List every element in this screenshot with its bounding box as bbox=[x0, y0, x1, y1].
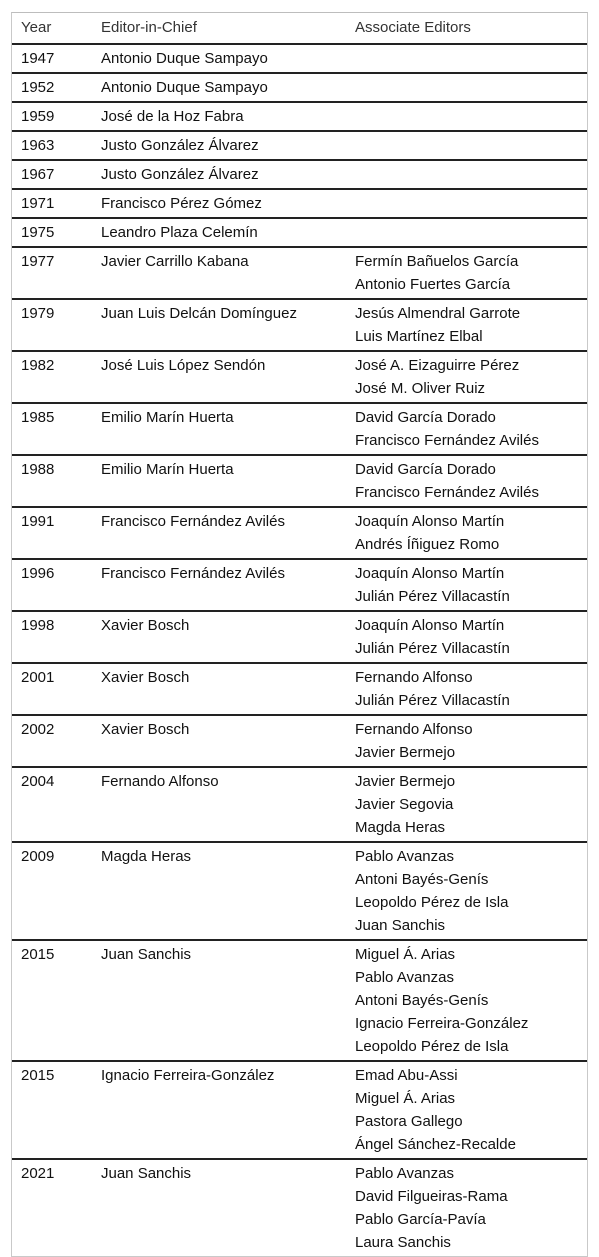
table-row bbox=[12, 456, 587, 508]
editor-in-chief-cell: Xavier Bosch bbox=[101, 721, 190, 738]
associate-editors-cell bbox=[346, 163, 587, 186]
associate-editor-name: Julián Pérez Villacastín bbox=[355, 640, 510, 657]
year-cell: 1952 bbox=[21, 79, 55, 96]
year-cell: 1996 bbox=[21, 565, 55, 582]
associate-editor-name: Antoni Bayés-Genís bbox=[355, 871, 489, 888]
editor-in-chief-cell: José de la Hoz Fabra bbox=[101, 108, 244, 125]
associate-editor-name: Pablo García-Pavía bbox=[355, 1211, 486, 1228]
editor-in-chief-cell: Leandro Plaza Celemín bbox=[101, 224, 258, 241]
table-row bbox=[12, 103, 587, 132]
editor-in-chief-cell: Emilio Marín Huerta bbox=[101, 461, 234, 478]
associate-editor-name: José A. Eizaguirre Pérez bbox=[355, 357, 520, 374]
year-cell: 1982 bbox=[21, 357, 55, 374]
associate-editor-name: Julián Pérez Villacastín bbox=[355, 588, 510, 605]
table-row bbox=[12, 352, 587, 404]
table-row bbox=[12, 132, 587, 161]
year-cell: 1991 bbox=[21, 513, 55, 530]
year-cell: 2001 bbox=[21, 669, 55, 686]
year-cell: 2004 bbox=[21, 773, 55, 790]
table-row bbox=[12, 190, 587, 219]
associate-editor-name: Joaquín Alonso Martín bbox=[355, 565, 505, 582]
associate-editor-name: Pablo Avanzas bbox=[355, 1165, 454, 1182]
year-cell: 2021 bbox=[21, 1165, 55, 1182]
associate-editors-cell bbox=[346, 845, 587, 937]
table-row bbox=[12, 45, 587, 74]
associate-editor-name: Miguel Á. Arias bbox=[355, 946, 456, 963]
associate-editor-name: Jesús Almendral Garrote bbox=[355, 305, 521, 322]
header-year: Year bbox=[21, 19, 52, 36]
associate-editors-cell bbox=[346, 221, 587, 244]
associate-editor-name: Miguel Á. Arias bbox=[355, 1090, 456, 1107]
year-cell: 1959 bbox=[21, 108, 55, 125]
editor-in-chief-cell: Fernando Alfonso bbox=[101, 773, 219, 790]
header-associate-editors: Associate Editors bbox=[355, 19, 471, 36]
associate-editors-cell bbox=[346, 458, 587, 504]
associate-editor-name: Francisco Fernández Avilés bbox=[355, 432, 539, 449]
editor-in-chief-cell: Francisco Fernández Avilés bbox=[101, 565, 285, 582]
associate-editor-name: Javier Segovia bbox=[355, 796, 454, 813]
editor-in-chief-cell: Juan Sanchis bbox=[101, 946, 192, 963]
associate-editor-name: Magda Heras bbox=[355, 819, 446, 836]
year-cell: 2015 bbox=[21, 946, 55, 963]
table-row bbox=[12, 716, 587, 768]
associate-editor-name: José M. Oliver Ruiz bbox=[355, 380, 486, 397]
table-row bbox=[12, 612, 587, 664]
table-row bbox=[12, 664, 587, 716]
year-cell: 1947 bbox=[21, 50, 55, 67]
editor-in-chief-cell: Xavier Bosch bbox=[101, 617, 190, 634]
associate-editor-name: Pastora Gallego bbox=[355, 1113, 463, 1130]
associate-editors-cell bbox=[346, 105, 587, 128]
editor-in-chief-cell: José Luis López Sendón bbox=[101, 357, 266, 374]
associate-editors-cell bbox=[346, 1162, 587, 1254]
year-cell: 2015 bbox=[21, 1067, 55, 1084]
year-cell: 1979 bbox=[21, 305, 55, 322]
year-cell: 1971 bbox=[21, 195, 55, 212]
table-row bbox=[12, 404, 587, 456]
associate-editors-cell bbox=[346, 770, 587, 839]
associate-editor-name: David García Dorado bbox=[355, 409, 496, 426]
associate-editor-name: Antonio Fuertes García bbox=[355, 276, 511, 293]
associate-editor-name: Ignacio Ferreira-González bbox=[355, 1015, 529, 1032]
associate-editor-name: Fermín Bañuelos García bbox=[355, 253, 519, 270]
associate-editor-name: Emad Abu-Assi bbox=[355, 1067, 458, 1084]
associate-editor-name: David Filgueiras-Rama bbox=[355, 1188, 508, 1205]
year-cell: 1977 bbox=[21, 253, 55, 270]
editor-in-chief-cell: Xavier Bosch bbox=[101, 669, 190, 686]
associate-editor-name: Pablo Avanzas bbox=[355, 848, 454, 865]
editor-in-chief-cell: Juan Luis Delcán Domínguez bbox=[101, 305, 297, 322]
table-row bbox=[12, 219, 587, 248]
editors-table bbox=[11, 12, 588, 1257]
associate-editor-name: Juan Sanchis bbox=[355, 917, 446, 934]
editor-in-chief-cell: Francisco Fernández Avilés bbox=[101, 513, 285, 530]
editor-in-chief-cell: Emilio Marín Huerta bbox=[101, 409, 234, 426]
table-header bbox=[12, 13, 587, 45]
associate-editors-cell bbox=[346, 47, 587, 70]
editor-in-chief-cell: Juan Sanchis bbox=[101, 1165, 192, 1182]
associate-editor-name: Pablo Avanzas bbox=[355, 969, 454, 986]
table-row bbox=[12, 1160, 587, 1256]
editor-in-chief-cell: Justo González Álvarez bbox=[101, 166, 259, 183]
associate-editors-cell bbox=[346, 250, 587, 296]
associate-editor-name: Fernando Alfonso bbox=[355, 721, 473, 738]
year-cell: 1988 bbox=[21, 461, 55, 478]
editor-in-chief-cell: Ignacio Ferreira-González bbox=[101, 1067, 275, 1084]
year-cell: 1975 bbox=[21, 224, 55, 241]
table-row bbox=[12, 768, 587, 843]
associate-editors-cell bbox=[346, 406, 587, 452]
associate-editors-cell bbox=[346, 666, 587, 712]
header-editor-in-chief: Editor-in-Chief bbox=[101, 19, 197, 36]
associate-editor-name: Ángel Sánchez-Recalde bbox=[355, 1136, 516, 1153]
year-cell: 1967 bbox=[21, 166, 55, 183]
editor-in-chief-cell: Antonio Duque Sampayo bbox=[101, 50, 268, 67]
associate-editor-name: Luis Martínez Elbal bbox=[355, 328, 483, 345]
editor-in-chief-cell: Francisco Pérez Gómez bbox=[101, 195, 262, 212]
associate-editors-cell bbox=[346, 614, 587, 660]
table-row bbox=[12, 248, 587, 300]
table-row bbox=[12, 508, 587, 560]
year-cell: 1998 bbox=[21, 617, 55, 634]
associate-editor-name: Antoni Bayés-Genís bbox=[355, 992, 489, 1009]
associate-editor-name: Julián Pérez Villacastín bbox=[355, 692, 510, 709]
associate-editor-name: Javier Bermejo bbox=[355, 773, 456, 790]
table-row bbox=[12, 161, 587, 190]
year-cell: 2002 bbox=[21, 721, 55, 738]
associate-editors-cell bbox=[346, 1064, 587, 1156]
associate-editors-cell bbox=[346, 510, 587, 556]
editor-in-chief-cell: Javier Carrillo Kabana bbox=[101, 253, 249, 270]
year-cell: 1963 bbox=[21, 137, 55, 154]
associate-editors-cell bbox=[346, 192, 587, 215]
associate-editor-name: Javier Bermejo bbox=[355, 744, 456, 761]
editor-in-chief-cell: Magda Heras bbox=[101, 848, 192, 865]
associate-editors-cell bbox=[346, 562, 587, 608]
table-row bbox=[12, 560, 587, 612]
associate-editor-name: Joaquín Alonso Martín bbox=[355, 513, 505, 530]
table-row bbox=[12, 1062, 587, 1160]
associate-editor-name: Francisco Fernández Avilés bbox=[355, 484, 539, 501]
associate-editors-cell bbox=[346, 718, 587, 764]
associate-editors-cell bbox=[346, 134, 587, 157]
associate-editor-name: Leopoldo Pérez de Isla bbox=[355, 894, 509, 911]
associate-editor-name: David García Dorado bbox=[355, 461, 496, 478]
associate-editor-name: Fernando Alfonso bbox=[355, 669, 473, 686]
associate-editors-cell bbox=[346, 943, 587, 1058]
editor-in-chief-cell: Antonio Duque Sampayo bbox=[101, 79, 268, 96]
editor-in-chief-cell: Justo González Álvarez bbox=[101, 137, 259, 154]
editors-table-wrapper bbox=[11, 12, 588, 1257]
associate-editor-name: Joaquín Alonso Martín bbox=[355, 617, 505, 634]
associate-editors-cell bbox=[346, 354, 587, 400]
associate-editor-name: Leopoldo Pérez de Isla bbox=[355, 1038, 509, 1055]
table-row bbox=[12, 941, 587, 1062]
table-row bbox=[12, 843, 587, 941]
year-cell: 1985 bbox=[21, 409, 55, 426]
table-row bbox=[12, 74, 587, 103]
associate-editors-cell bbox=[346, 76, 587, 99]
table-body bbox=[12, 45, 587, 1256]
year-cell: 2009 bbox=[21, 848, 55, 865]
associate-editor-name: Andrés Íñiguez Romo bbox=[355, 536, 500, 553]
associate-editor-name: Laura Sanchis bbox=[355, 1234, 451, 1251]
table-row bbox=[12, 300, 587, 352]
associate-editors-cell bbox=[346, 302, 587, 348]
